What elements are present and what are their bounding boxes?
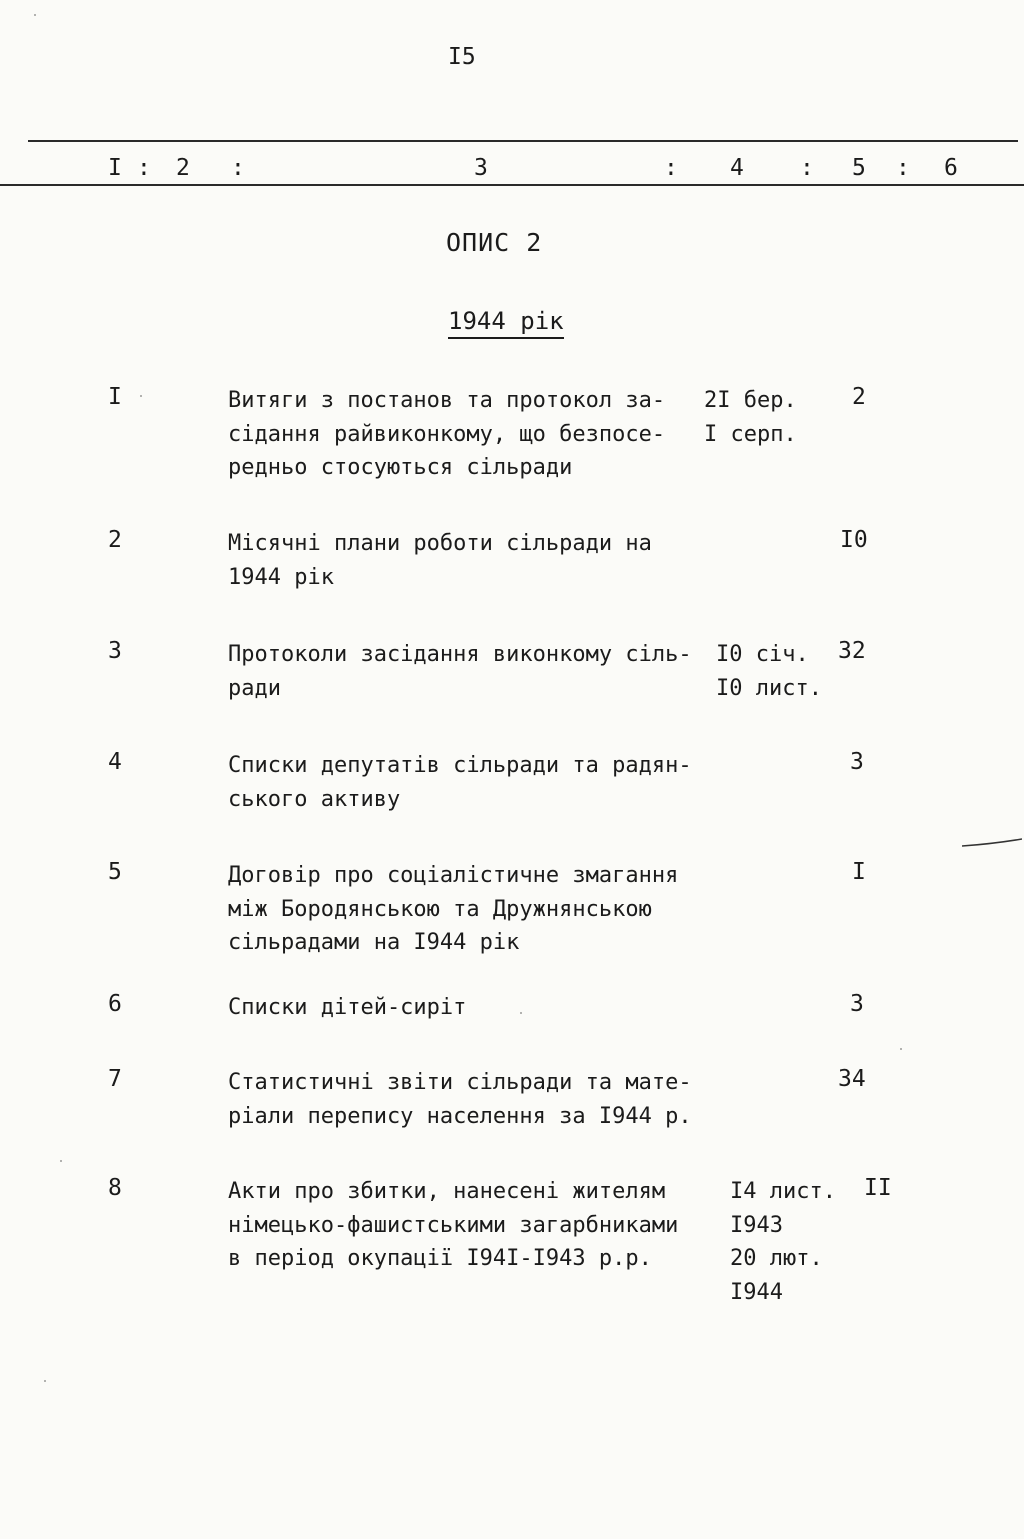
description-line: ради <box>228 675 281 701</box>
column-separator: : <box>800 155 814 181</box>
description-line: німецько-фашистськими загарбниками <box>228 1212 679 1238</box>
description-line: ського активу <box>228 786 401 812</box>
page-number: I5 <box>448 44 476 70</box>
item-description <box>228 991 718 1025</box>
item-number: 2 <box>108 527 122 553</box>
item-description <box>228 1066 718 1133</box>
column-header-6: 6 <box>944 155 958 181</box>
sheet-count: II <box>864 1175 892 1201</box>
item-number: 4 <box>108 749 122 775</box>
date-line: I944 <box>730 1279 783 1305</box>
description-line: в період окупації I94I-I943 р.р. <box>228 1246 652 1271</box>
scan-speck <box>44 1380 46 1382</box>
column-header-4: 4 <box>730 155 744 181</box>
column-header-3: 3 <box>474 155 488 181</box>
item-number: 7 <box>108 1066 122 1092</box>
sheet-count: 32 <box>838 638 866 664</box>
column-header-2: 2 <box>176 155 190 181</box>
description-line: Списки депутатів сільради та радян- <box>228 753 692 778</box>
item-number: I <box>108 384 122 410</box>
inventory-title: ОПИС 2 <box>446 228 543 257</box>
year-heading: 1944 рік <box>448 307 564 339</box>
description-line: Витяги з постанов та протокол за- <box>228 388 666 413</box>
header-top-rule <box>28 140 1018 142</box>
description-line: Акти про збитки, нанесені жителям <box>228 1179 666 1204</box>
margin-pen-stroke <box>962 838 1022 848</box>
scan-speck <box>60 1160 62 1162</box>
scan-speck <box>34 14 36 16</box>
description-line: Статистичні звіти сільради та мате- <box>228 1070 692 1095</box>
description-line: сідання райвиконкому, що безпосе- <box>228 421 666 447</box>
description-line: сільрадами на I944 рік <box>228 930 520 955</box>
description-line: між Бородянською та Дружнянською <box>228 896 652 922</box>
date-line: I серп. <box>704 421 797 447</box>
sheet-count: I <box>852 859 866 885</box>
column-header-1: I <box>108 155 122 181</box>
date-line: I4 лист. <box>730 1179 836 1204</box>
item-description <box>228 859 718 960</box>
date-line: I0 січ. <box>716 642 809 667</box>
description-line: ріали перепису населення за I944 р. <box>228 1103 692 1129</box>
item-number: 6 <box>108 991 122 1017</box>
item-dates <box>716 638 822 705</box>
item-dates <box>730 1175 836 1309</box>
column-header-5: 5 <box>852 155 866 181</box>
date-line: I0 лист. <box>716 675 822 701</box>
item-number: 3 <box>108 638 122 664</box>
item-description <box>228 384 718 485</box>
sheet-count: 3 <box>850 991 864 1017</box>
header-bottom-rule <box>0 184 1024 186</box>
date-line: 2I бер. <box>704 388 797 413</box>
description-line: Списки дітей-сиріт <box>228 995 467 1020</box>
column-separator: : <box>137 155 151 181</box>
scan-speck <box>140 395 142 397</box>
item-description <box>228 638 718 705</box>
sheet-count: I0 <box>840 527 868 553</box>
description-line: 1944 рік <box>228 564 334 590</box>
scan-speck <box>520 1012 522 1014</box>
date-line: 20 лют. <box>730 1246 823 1271</box>
item-number: 8 <box>108 1175 122 1201</box>
item-description <box>228 1175 718 1276</box>
sheet-count: 2 <box>852 384 866 410</box>
description-line: Місячні плани роботи сільради на <box>228 531 652 556</box>
item-dates <box>704 384 797 451</box>
column-separator: : <box>231 155 245 181</box>
column-separator: : <box>664 155 678 181</box>
date-line: I943 <box>730 1212 783 1238</box>
column-separator: : <box>896 155 910 181</box>
description-line: Протоколи засідання виконкому сіль- <box>228 642 692 667</box>
description-line: Договір про соціалістичне змагання <box>228 863 679 888</box>
item-number: 5 <box>108 859 122 885</box>
scan-speck <box>900 1048 902 1050</box>
item-description <box>228 527 718 594</box>
description-line: редньо стосуються сільради <box>228 455 573 480</box>
sheet-count: 3 <box>850 749 864 775</box>
item-description <box>228 749 718 816</box>
sheet-count: 34 <box>838 1066 866 1092</box>
